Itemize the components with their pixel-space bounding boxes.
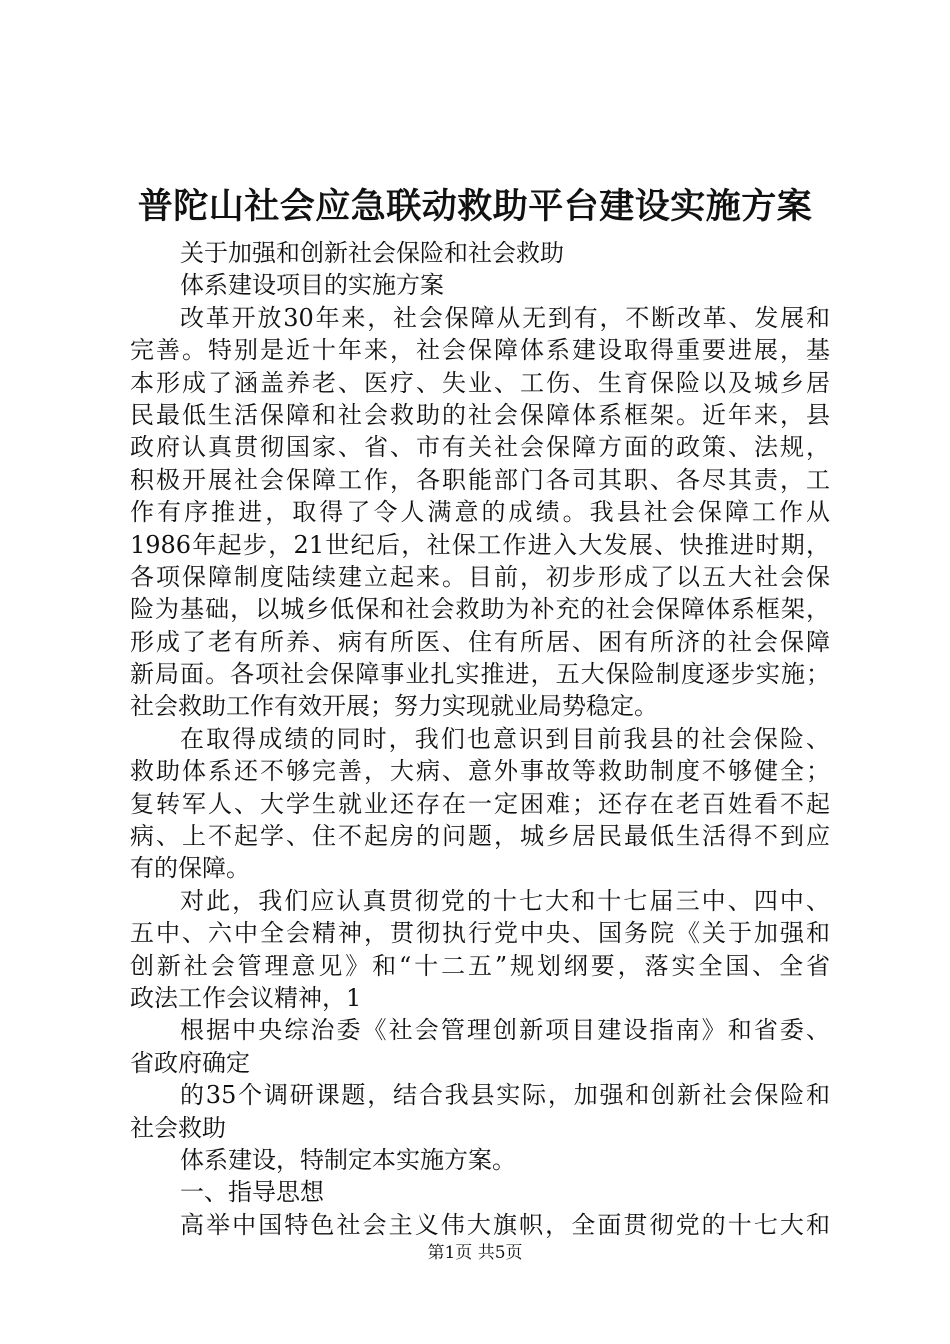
paragraph-line: 病、上不起学、住不起房的问题，城乡居民最低生活得不到应 — [130, 822, 830, 851]
paragraph-line: 在取得成绩的同时，我们也意识到目前我县的社会保险、 — [180, 724, 830, 753]
subtitle-line-1: 关于加强和创新社会保险和社会救助 — [180, 239, 564, 267]
paragraph-line: 社会救助 — [130, 1113, 226, 1142]
paragraph-line: 作有序推进，取得了令人满意的成绩。我县社会保障工作从 — [130, 498, 830, 527]
paragraph-line: 救助体系还不够完善，大病、意外事故等救助制度不够健全； — [130, 757, 830, 786]
paragraph-line: 根据中央综治委《社会管理创新项目建设指南》和省委、 — [180, 1016, 830, 1045]
section-heading: 一、指导思想 — [180, 1178, 324, 1207]
paragraph-line: 本形成了涵盖养老、医疗、失业、工伤、生育保险以及城乡居 — [130, 368, 830, 397]
paragraph-line: 1986年起步，21世纪后，社保工作进入大发展、快推进时期， — [130, 530, 830, 559]
paragraph-line: 的35个调研课题，结合我县实际，加强和创新社会保险和 — [180, 1081, 830, 1110]
paragraph-line: 五中、六中全会精神，贯彻执行党中央、国务院《关于加强和 — [130, 919, 830, 948]
document-title: 普陀山社会应急联动救助平台建设实施方案 — [137, 186, 813, 227]
paragraph-line: 对此，我们应认真贯彻党的十七大和十七届三中、四中、 — [180, 886, 830, 915]
paragraph-line: 高举中国特色社会主义伟大旗帜，全面贯彻党的十七大和 — [180, 1210, 830, 1239]
paragraph-line: 完善。特别是近十年来，社会保障体系建设取得重要进展，基 — [130, 336, 830, 365]
paragraph-line: 各项保障制度陆续建立起来。目前，初步形成了以五大社会保 — [130, 562, 830, 591]
page-footer: 第1页 共5页 — [427, 1243, 523, 1263]
paragraph-line: 社会救助工作有效开展；努力实现就业局势稳定。 — [130, 692, 658, 721]
paragraph-line: 体系建设，特制定本实施方案。 — [180, 1145, 516, 1174]
document-body — [130, 237, 830, 1241]
paragraph-line: 有的保障。 — [130, 854, 250, 883]
paragraph-line: 复转军人、大学生就业还存在一定困难；还存在老百姓看不起 — [130, 789, 830, 818]
subtitle-line-2: 体系建设项目的实施方案 — [180, 271, 444, 300]
paragraph-line: 险为基础，以城乡低保和社会救助为补充的社会保障体系框架， — [130, 595, 830, 624]
paragraph-line: 形成了老有所养、病有所医、住有所居、困有所济的社会保障 — [130, 627, 830, 656]
paragraph-line: 省政府确定 — [130, 1048, 250, 1077]
paragraph-line: 积极开展社会保障工作，各职能部门各司其职、各尽其责，工 — [130, 465, 830, 494]
paragraph-line: 改革开放30年来，社会保障从无到有，不断改革、发展和 — [180, 303, 830, 332]
paragraph-line: 政法工作会议精神，1 — [130, 983, 362, 1012]
paragraph-line: 政府认真贯彻国家、省、市有关社会保障方面的政策、法规， — [130, 433, 830, 462]
paragraph-line: 新局面。各项社会保障事业扎实推进，五大保险制度逐步实施； — [130, 660, 830, 689]
paragraph-line: 民最低生活保障和社会救助的社会保障体系框架。近年来，县 — [130, 400, 830, 429]
paragraph-line: 创新社会管理意见》和“十二五”规划纲要，落实全国、全省 — [130, 951, 830, 980]
